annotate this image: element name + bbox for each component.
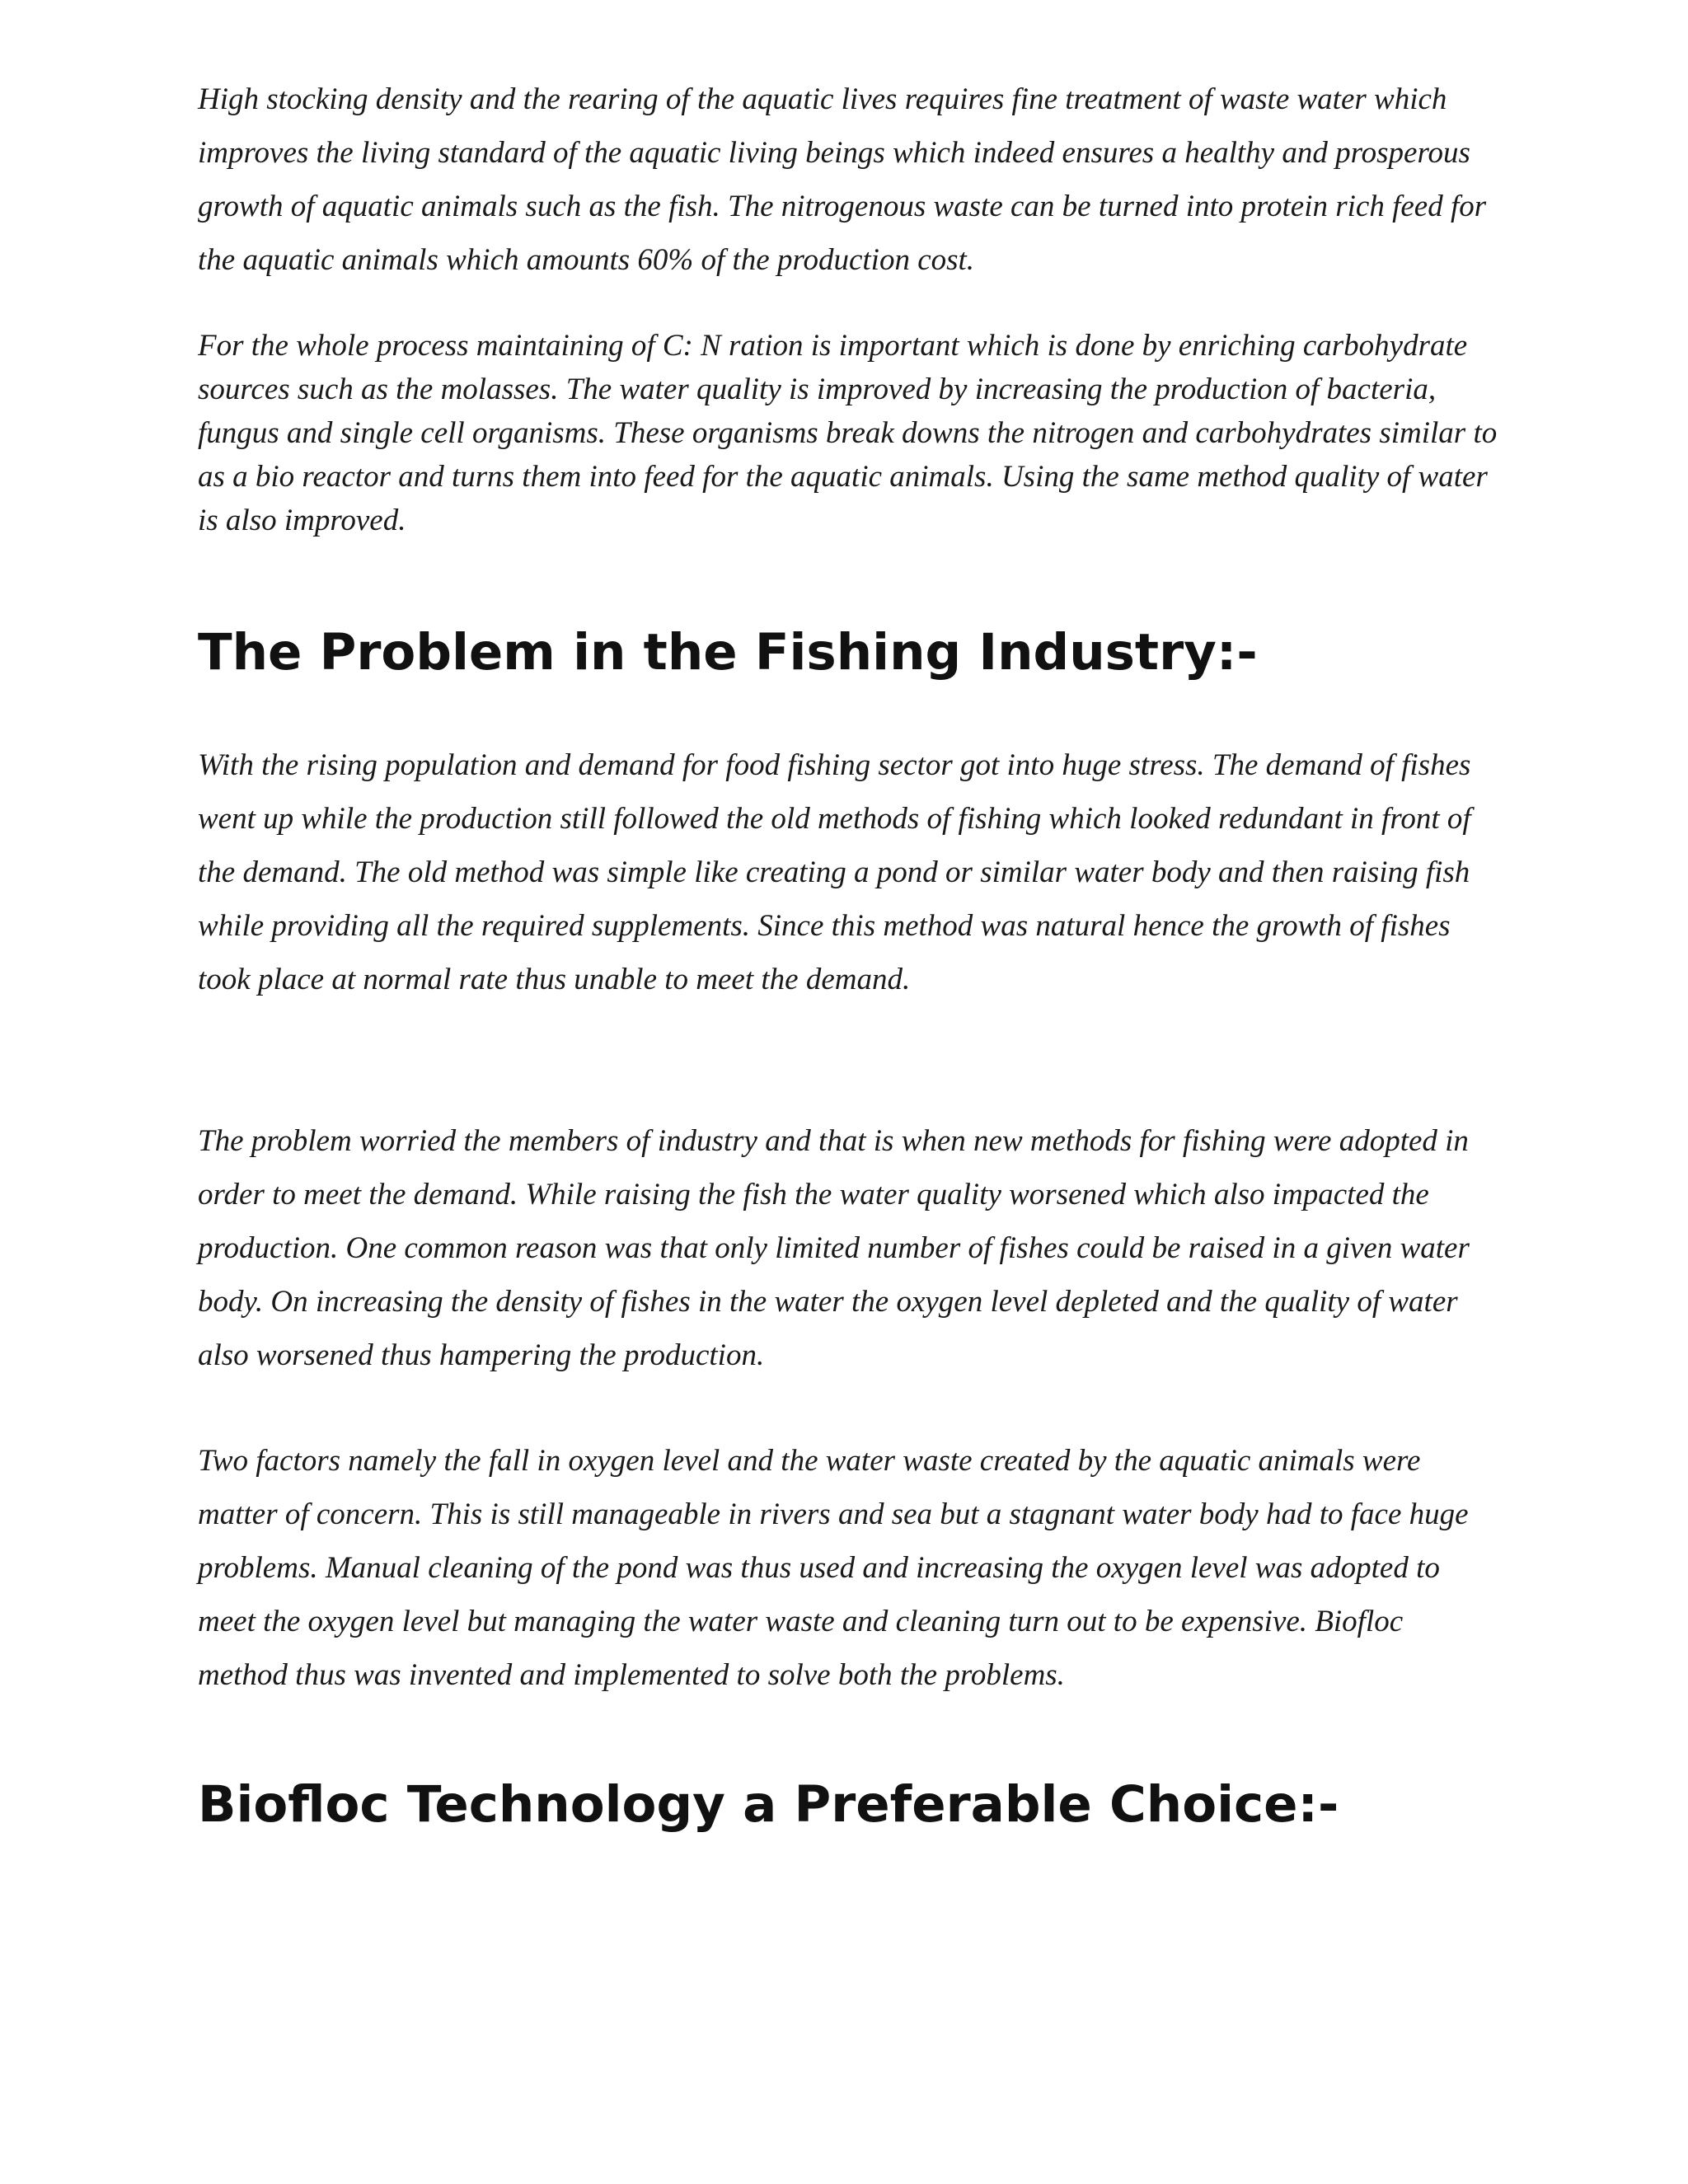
heading-fishing-problem: The Problem in the Fishing Industry:- [198,623,1258,682]
paragraph-two-factors: Two factors namely the fall in oxygen level and the water waste created by the aquatic animals were matter of concern. This is still manageable in rivers and sea but a stagnant water body had to face huge problems. Manual cleaning of the pond was thus used and increasing the oxygen level was adopted to meet the oxygen level but managing the water waste and cleaning turn out to be expensive. Biofloc method thus was invented and implemented to solve both the problems. [198,1444,1469,1692]
paragraph-cn-ratio: For the whole process maintaining of C: N ration is important which is done by enriching carbohydrate sources such as the molasses. The water quality is improved by increasing the production of bacteria, fungus and single cell organisms. These organisms break downs the nitrogen and carbohydrates similar to as a bio reactor and turns them into feed for the aquatic animals. Using the same method quality of water is also improved. [198,329,1498,537]
paragraph-water-quality: The problem worried the members of industry and that is when new methods for fishing were adopted in order to meet the demand. While raising the fish the water quality worsened which also impacted the production. One common reason was that only limited number of fishes could be raised in a given water body. On increasing the density of fishes in the water the oxygen level depleted and the quality of water also worsened thus hampering the production. [198,1124,1470,1372]
paragraph-rising-demand: With the rising population and demand for food fishing sector got into huge stress. The demand of fishes went up while the production still followed the old methods of fishing which looked redundant in front of the demand. The old method was simple like creating a pond or similar water body and then raising fish while providing all the required supplements. Since this method was natural hence the growth of fishes took place at normal rate thus unable to meet the demand. [198,748,1471,996]
paragraph-waste-treatment: High stocking density and the rearing of the aquatic lives requires fine treatment of waste water which improves the living standard of the aquatic living beings which indeed ensures a healthy and prosperous growth of aquatic animals such as the fish. The nitrogenous waste can be turned into protein rich feed for the aquatic animals which amounts 60% of the production cost. [198,82,1487,277]
heading-biofloc-choice: Biofloc Technology a Preferable Choice:- [198,1775,1339,1834]
